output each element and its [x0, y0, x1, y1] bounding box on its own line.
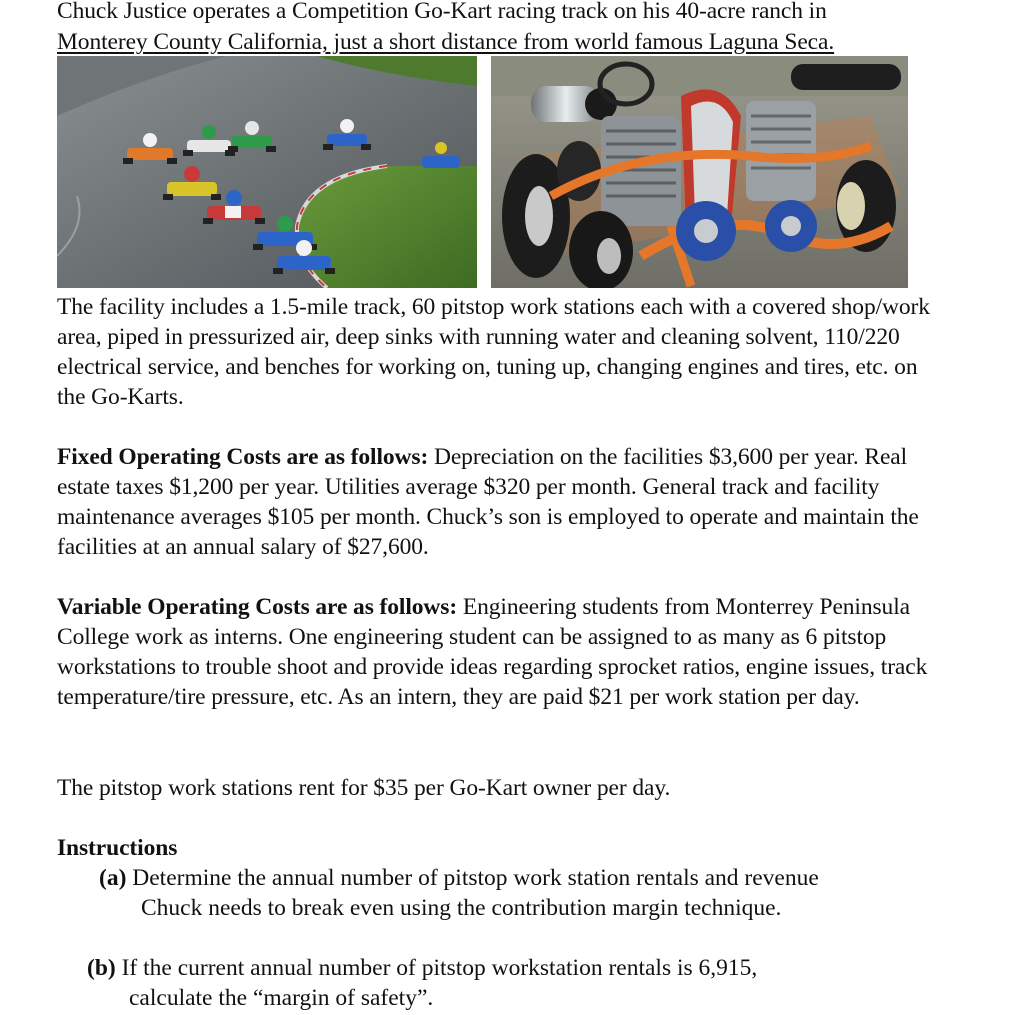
go-kart-engine-photo: [491, 56, 908, 288]
race-track-illustration: [57, 56, 477, 288]
intro-line-1: Chuck Justice operates a Competition Go-Kart racing track on his 40-acre ranch in: [57, 0, 827, 24]
item-a-line-2: Chuck needs to break even using the contribution margin technique.: [141, 895, 782, 921]
variable-costs-text: Engineering students from Monterrey Peninsula College work as interns. One engineering student can be assigned to as many as 6 pitstop workstations to trouble shoot and provide ideas regarding sprocket ratios, engine issues, track temperature/tire pressure, etc. As an intern, they are paid $21 per work station per day.: [57, 594, 928, 710]
fixed-costs-heading: Fixed Operating Costs are as follows:: [57, 444, 429, 470]
go-kart-race-photo: [57, 56, 477, 288]
instructions-heading: Instructions: [57, 835, 178, 861]
facility-paragraph: The facility includes a 1.5-mile track, 60 pitstop work stations each with a covered shop/work area, piped in pressurized air, deep sinks with running water and cleaning solvent, 110/220 electrical service, and benches for working on, tuning up, changing engines and tires, etc. on the Go-Karts.: [57, 294, 930, 410]
instruction-item-b: [87, 953, 947, 1013]
item-a-line-1: Determine the annual number of pitstop work station rentals and revenue: [126, 865, 819, 891]
intro-line-2: Monterey County California, just a short distance from world famous Laguna Seca.: [57, 29, 835, 55]
fixed-costs-paragraph: [57, 442, 937, 562]
kart-engine-illustration: [491, 56, 908, 288]
instruction-item-a: [99, 863, 959, 923]
variable-costs-heading: Variable Operating Costs are as follows:: [57, 594, 458, 620]
fixed-costs-text: Depreciation on the facilities $3,600 per year. Real estate taxes $1,200 per year. Utilities average $320 per month. General track and facility maintenance averages $105 per month. Chuck’s son is employed to operate and maintain the facilities at an annual salary of $27,600.: [57, 444, 919, 560]
item-b-line-2: calculate the “margin of safety”.: [129, 985, 434, 1011]
item-b-line-1: If the current annual number of pitstop workstation rentals is 6,915,: [115, 955, 758, 981]
variable-costs-paragraph: [57, 592, 937, 712]
item-a-label: (a): [99, 865, 127, 891]
item-b-label: (b): [87, 955, 116, 981]
rent-paragraph: The pitstop work stations rent for $35 per Go-Kart owner per day.: [57, 775, 671, 801]
